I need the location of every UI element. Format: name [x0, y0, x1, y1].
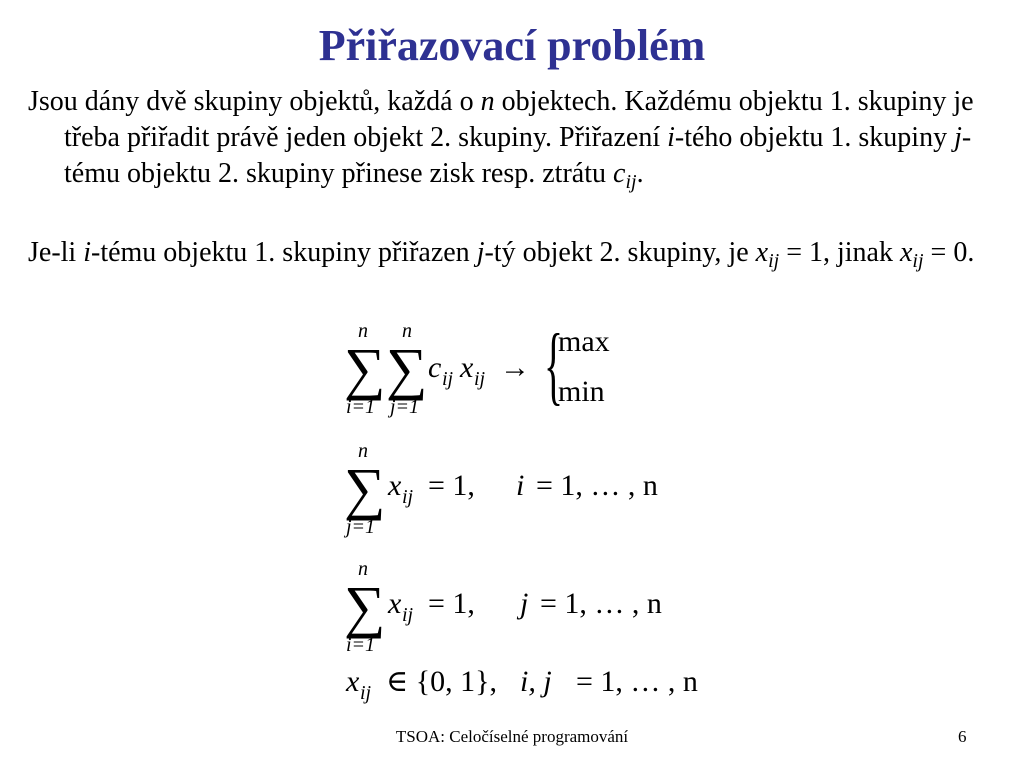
var-j: j — [954, 122, 962, 153]
var-x: x — [388, 469, 402, 502]
var-i: i — [667, 122, 675, 153]
var-j: j — [476, 237, 485, 268]
var-x: x — [755, 237, 769, 268]
index-j: j — [520, 587, 529, 620]
equals-one: = 1, — [428, 587, 475, 620]
formula-constraint-rows — [340, 440, 700, 540]
option-max: max — [558, 325, 610, 358]
sum-lower-limit: j=1 — [390, 396, 420, 418]
index-i: i — [516, 469, 525, 502]
sum-symbol: ∑ — [386, 336, 428, 401]
index-range: = 1, … , n — [576, 665, 698, 698]
paragraph-problem-description — [28, 84, 1024, 192]
var-i: i — [83, 237, 91, 268]
index-range: = 1, … , n — [536, 469, 658, 502]
sum-symbol: ∑ — [344, 456, 386, 521]
text: Jsou dány dvě skupiny objektů, každá o — [28, 86, 481, 117]
subscript-ij: ij — [474, 368, 486, 390]
page-number: 6 — [958, 727, 967, 746]
var-x: x — [460, 351, 474, 384]
left-brace: { — [544, 317, 564, 414]
text: -tého objektu 1. skupiny — [674, 122, 955, 153]
sum-upper-limit: n — [402, 320, 412, 342]
arrow-symbol: → — [500, 351, 530, 384]
indices: i, j — [520, 665, 552, 698]
text: = 0. — [923, 237, 975, 268]
index-range: = 1, … , n — [540, 587, 662, 620]
slide-title: Přiřazovací problém — [318, 21, 706, 70]
text: objektech. Každému objektu 1. skupiny je třeba přiřadit právě jeden objekt 2. skupiny. Přiřazení — [64, 86, 974, 153]
var-x: x — [899, 237, 913, 268]
text: -tému objektu 2. skupiny přinese zisk resp. ztrátu — [64, 122, 972, 189]
sum-symbol: ∑ — [344, 574, 386, 639]
subscript-ij: ij — [402, 486, 414, 508]
subscript-ij: ij — [402, 604, 414, 626]
equals-one: = 1, — [428, 469, 475, 502]
var-x: x — [388, 587, 402, 620]
paragraph-assignment-variable — [28, 235, 1024, 271]
var-n: n — [480, 86, 495, 117]
coef-c: c — [428, 351, 442, 384]
sum-upper-limit: n — [358, 558, 368, 580]
footer-text: TSOA: Celočíselné programování — [395, 727, 629, 746]
set-membership: ∈ {0, 1}, — [386, 665, 498, 698]
text: = 1, jinak — [779, 237, 900, 268]
text: -tý objekt 2. skupiny, je — [484, 237, 756, 268]
subscript-ij: ij — [442, 368, 454, 390]
formula-objective — [340, 317, 640, 420]
sum-lower-limit: i=1 — [346, 396, 376, 418]
sum-upper-limit: n — [358, 320, 368, 342]
subscript-ij: ij — [360, 682, 372, 704]
var-x: x — [346, 665, 360, 698]
text: Je-li — [28, 237, 84, 268]
text: -tému objektu 1. skupiny přiřazen — [91, 237, 477, 268]
formula-constraint-columns — [340, 558, 700, 658]
sum-symbol: ∑ — [344, 336, 386, 401]
sum-lower-limit: i=1 — [346, 634, 376, 656]
sum-upper-limit: n — [358, 440, 368, 462]
subscript-ij: ij — [912, 250, 924, 272]
var-c: c — [613, 158, 626, 189]
option-min: min — [558, 375, 605, 408]
text: . — [636, 158, 644, 189]
sum-lower-limit: j=1 — [346, 516, 376, 538]
formula-binary-domain — [346, 664, 706, 708]
subscript-ij: ij — [625, 171, 637, 193]
subscript-ij: ij — [768, 250, 780, 272]
